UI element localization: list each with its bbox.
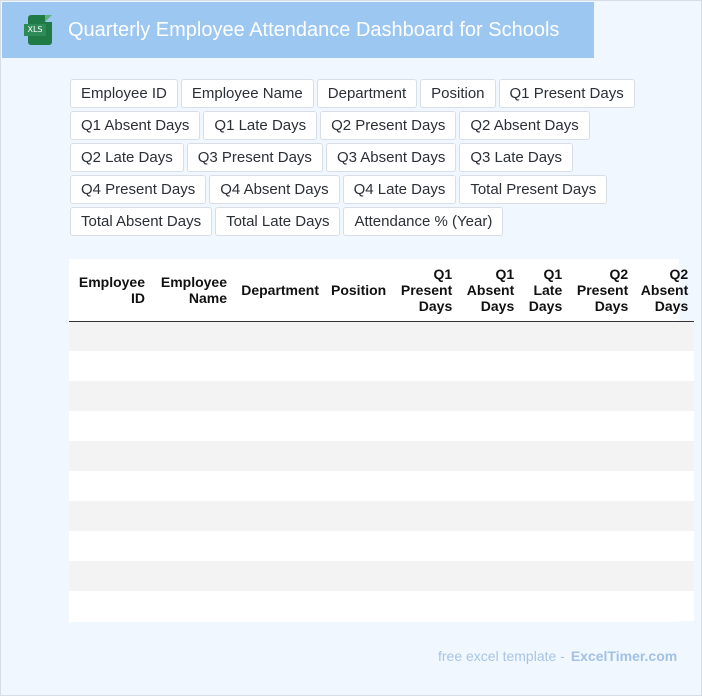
field-tag[interactable]: Q1 Absent Days <box>70 111 200 140</box>
table-cell[interactable] <box>151 381 233 411</box>
title-bar <box>2 2 594 58</box>
table-cell[interactable] <box>520 351 568 381</box>
table-cell[interactable] <box>634 501 694 531</box>
table-header-row <box>69 259 694 321</box>
column-header <box>458 259 520 321</box>
table-cell[interactable] <box>634 351 694 381</box>
field-tag[interactable]: Q4 Late Days <box>343 175 457 204</box>
table-cell[interactable] <box>392 471 458 501</box>
column-header-line: Present <box>400 281 453 298</box>
table-cell[interactable] <box>634 591 694 621</box>
table-body <box>69 321 694 621</box>
table-cell[interactable] <box>520 501 568 531</box>
table-cell[interactable] <box>233 351 325 381</box>
table-cell[interactable] <box>325 321 392 351</box>
column-header-line: Q1 <box>433 265 453 282</box>
table-cell[interactable] <box>392 351 458 381</box>
field-tag[interactable]: Q2 Late Days <box>70 143 184 172</box>
table-cell[interactable] <box>568 441 634 471</box>
table-cell[interactable] <box>69 471 151 501</box>
table-row <box>69 411 694 441</box>
column-header-line: Days <box>418 297 453 314</box>
column-header-line: Present <box>576 281 629 298</box>
column-header-line: Employee <box>78 273 145 290</box>
table-cell[interactable] <box>325 471 392 501</box>
table-cell[interactable] <box>69 441 151 471</box>
table-cell[interactable] <box>568 591 634 621</box>
table-cell[interactable] <box>458 471 520 501</box>
table-cell[interactable] <box>233 381 325 411</box>
table-cell[interactable] <box>568 561 634 591</box>
table-cell[interactable] <box>69 561 151 591</box>
table-cell[interactable] <box>634 411 694 441</box>
table-cell[interactable] <box>458 411 520 441</box>
table-cell[interactable] <box>151 531 233 561</box>
field-tag[interactable]: Employee ID <box>70 79 178 108</box>
table-cell[interactable] <box>233 501 325 531</box>
table-cell[interactable] <box>233 591 325 621</box>
field-tag[interactable]: Q4 Present Days <box>70 175 206 204</box>
table-cell[interactable] <box>233 441 325 471</box>
table-cell[interactable] <box>568 471 634 501</box>
table-cell[interactable] <box>520 321 568 351</box>
table-cell[interactable] <box>325 531 392 561</box>
table-cell[interactable] <box>325 441 392 471</box>
table-cell[interactable] <box>392 531 458 561</box>
field-tag[interactable]: Q4 Absent Days <box>209 175 339 204</box>
column-header-line: Absent <box>466 281 515 298</box>
table-cell[interactable] <box>520 591 568 621</box>
table-cell[interactable] <box>151 561 233 591</box>
column-header <box>568 259 634 321</box>
attendance-table-container[interactable] <box>69 259 689 622</box>
table-cell[interactable] <box>458 441 520 471</box>
table-cell[interactable] <box>568 501 634 531</box>
footer <box>438 648 677 664</box>
table-cell[interactable] <box>568 381 634 411</box>
column-header-line: Late <box>533 281 563 298</box>
column-header <box>520 259 568 321</box>
table-cell[interactable] <box>325 501 392 531</box>
column-header <box>634 259 694 321</box>
field-tag-list <box>70 79 690 236</box>
field-tag[interactable]: Q2 Absent Days <box>459 111 589 140</box>
column-header-line: Days <box>654 297 689 314</box>
table-row <box>69 381 694 411</box>
table-cell[interactable] <box>568 351 634 381</box>
column-header-line: Q2 <box>669 265 689 282</box>
table-row <box>69 591 694 621</box>
column-header-line: Days <box>594 297 629 314</box>
attendance-table <box>69 259 694 621</box>
field-tag[interactable]: Attendance % (Year) <box>343 207 503 236</box>
table-cell[interactable] <box>233 321 325 351</box>
table-cell[interactable] <box>392 561 458 591</box>
footer-text: free excel template - <box>438 648 565 664</box>
field-tag[interactable]: Total Late Days <box>215 207 340 236</box>
table-cell[interactable] <box>233 471 325 501</box>
table-cell[interactable] <box>151 441 233 471</box>
column-header-line: Department <box>241 281 319 298</box>
table-cell[interactable] <box>520 441 568 471</box>
column-header-line: Position <box>331 281 387 298</box>
table-cell[interactable] <box>233 561 325 591</box>
footer-brand-link[interactable]: ExcelTimer.com <box>570 648 678 664</box>
field-tag[interactable]: Q1 Present Days <box>499 79 635 108</box>
table-cell[interactable] <box>325 351 392 381</box>
table-cell[interactable] <box>69 411 151 441</box>
table-cell[interactable] <box>151 411 233 441</box>
column-header-line: Employee <box>160 273 227 290</box>
column-header-line: Q1 <box>543 265 563 282</box>
table-cell[interactable] <box>458 531 520 561</box>
column-header <box>325 259 392 321</box>
table-row <box>69 531 694 561</box>
table-cell[interactable] <box>233 411 325 441</box>
table-cell[interactable] <box>151 351 233 381</box>
field-tag[interactable]: Total Present Days <box>459 175 607 204</box>
column-header-line: Absent <box>640 281 689 298</box>
table-cell[interactable] <box>392 591 458 621</box>
table-cell[interactable] <box>634 441 694 471</box>
table-row <box>69 471 694 501</box>
table-cell[interactable] <box>634 531 694 561</box>
table-cell[interactable] <box>392 441 458 471</box>
table-cell[interactable] <box>69 501 151 531</box>
table-row <box>69 321 694 351</box>
table-cell[interactable] <box>325 561 392 591</box>
column-header <box>69 259 151 321</box>
field-tag[interactable]: Department <box>317 79 417 108</box>
field-tag[interactable]: Q3 Absent Days <box>326 143 456 172</box>
table-cell[interactable] <box>520 561 568 591</box>
table-cell[interactable] <box>325 411 392 441</box>
table-cell[interactable] <box>634 381 694 411</box>
table-row <box>69 441 694 471</box>
table-cell[interactable] <box>458 381 520 411</box>
table-cell[interactable] <box>520 411 568 441</box>
page-title: Quarterly Employee Attendance Dashboard for Schools <box>68 18 560 41</box>
field-tag[interactable]: Total Absent Days <box>70 207 212 236</box>
field-tag[interactable]: Position <box>420 79 495 108</box>
table-cell[interactable] <box>458 351 520 381</box>
table-cell[interactable] <box>151 591 233 621</box>
table-cell[interactable] <box>568 531 634 561</box>
table-cell[interactable] <box>151 321 233 351</box>
table-cell[interactable] <box>151 501 233 531</box>
table-cell[interactable] <box>392 411 458 441</box>
table-row <box>69 501 694 531</box>
table-cell[interactable] <box>69 321 151 351</box>
table-cell[interactable] <box>392 381 458 411</box>
table-cell[interactable] <box>458 321 520 351</box>
table-row <box>69 351 694 381</box>
excel-file-icon <box>24 15 52 45</box>
table-cell[interactable] <box>568 411 634 441</box>
table-cell[interactable] <box>458 561 520 591</box>
column-header-line: Days <box>528 297 563 314</box>
table-cell[interactable] <box>325 591 392 621</box>
table-cell[interactable] <box>458 501 520 531</box>
table-cell[interactable] <box>634 471 694 501</box>
field-tag[interactable]: Q1 Late Days <box>203 111 317 140</box>
table-cell[interactable] <box>69 591 151 621</box>
field-tag[interactable]: Q3 Present Days <box>187 143 323 172</box>
table-cell[interactable] <box>392 321 458 351</box>
table-cell[interactable] <box>69 351 151 381</box>
column-header-line: Q2 <box>609 265 629 282</box>
column-header-line: Name <box>188 289 227 306</box>
field-tag[interactable]: Employee Name <box>181 79 314 108</box>
field-tag[interactable]: Q3 Late Days <box>459 143 573 172</box>
table-cell[interactable] <box>520 531 568 561</box>
table-cell[interactable] <box>69 381 151 411</box>
table-row <box>69 561 694 591</box>
column-header-line: Days <box>480 297 515 314</box>
table-cell[interactable] <box>151 471 233 501</box>
column-header-line: Q1 <box>495 265 515 282</box>
table-cell[interactable] <box>69 531 151 561</box>
xls-label: XLS <box>24 24 46 36</box>
table-cell[interactable] <box>325 381 392 411</box>
table-cell[interactable] <box>520 381 568 411</box>
column-header <box>392 259 458 321</box>
table-cell[interactable] <box>233 531 325 561</box>
table-cell[interactable] <box>634 321 694 351</box>
column-header <box>233 259 325 321</box>
table-cell[interactable] <box>568 321 634 351</box>
column-header-line: ID <box>131 289 145 306</box>
field-tag[interactable]: Q2 Present Days <box>320 111 456 140</box>
column-header <box>151 259 233 321</box>
table-cell[interactable] <box>634 561 694 591</box>
table-cell[interactable] <box>458 591 520 621</box>
table-cell[interactable] <box>392 501 458 531</box>
table-cell[interactable] <box>520 471 568 501</box>
